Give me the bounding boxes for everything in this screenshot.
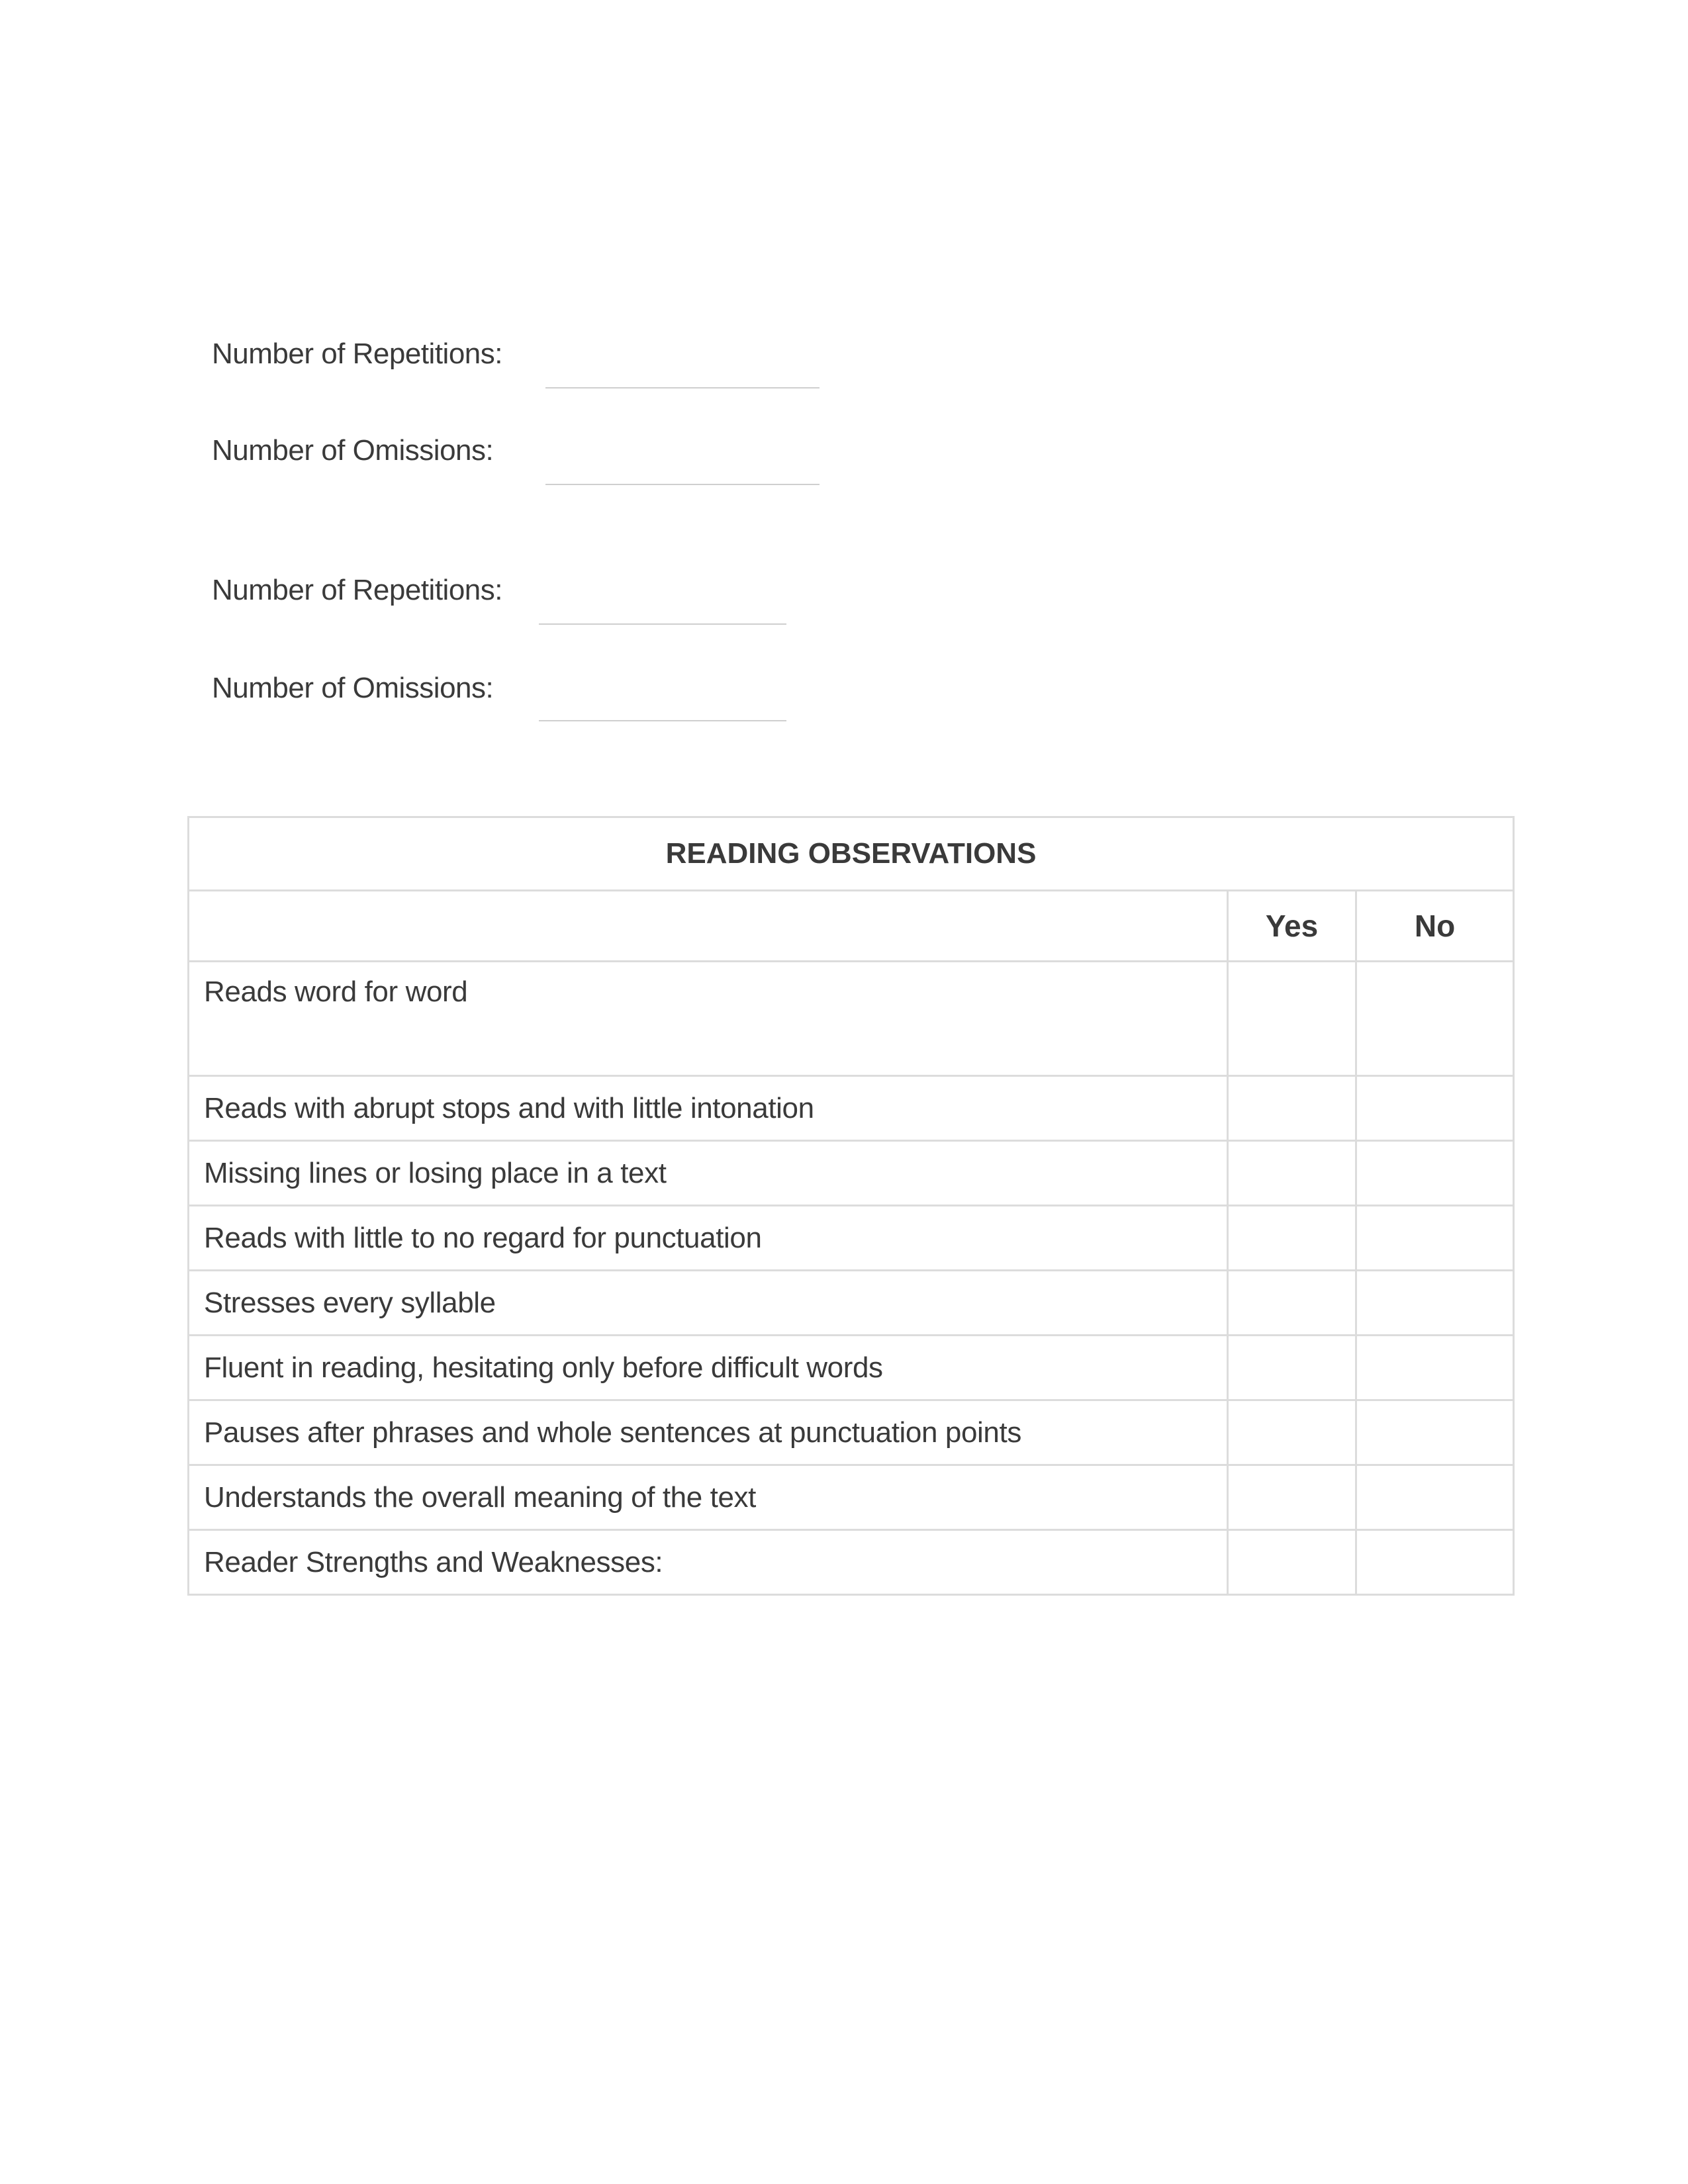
no-checkbox-cell[interactable] (1356, 1271, 1514, 1336)
omissions-label-2: Number of Omissions: (212, 672, 494, 704)
table-row (189, 1530, 1514, 1595)
no-checkbox-cell[interactable] (1356, 1530, 1514, 1595)
repetitions-input-1[interactable] (545, 387, 820, 388)
repetitions-input-2[interactable] (539, 623, 786, 625)
yes-checkbox-cell[interactable] (1228, 1271, 1356, 1336)
yes-checkbox-cell[interactable] (1228, 1076, 1356, 1141)
no-checkbox-cell[interactable] (1356, 1400, 1514, 1465)
yes-checkbox-cell[interactable] (1228, 962, 1356, 1076)
yes-checkbox-cell[interactable] (1228, 1206, 1356, 1271)
no-checkbox-cell[interactable] (1356, 1206, 1514, 1271)
table-row (189, 1336, 1514, 1400)
yes-column-header: Yes (1228, 891, 1356, 962)
repetitions-label-1: Number of Repetitions: (212, 338, 502, 370)
table-row (189, 1400, 1514, 1465)
item-column-header (189, 891, 1228, 962)
observation-label: Reads with abrupt stops and with little intonation (189, 1076, 1228, 1141)
no-column-header: No (1356, 891, 1514, 962)
omissions-label-1: Number of Omissions: (212, 434, 494, 467)
observation-label: Understands the overall meaning of the text (189, 1465, 1228, 1530)
observation-label: Reader Strengths and Weaknesses: (189, 1530, 1228, 1595)
observation-label: Reads word for word (189, 962, 1228, 1076)
no-checkbox-cell[interactable] (1356, 1465, 1514, 1530)
observation-label: Pauses after phrases and whole sentences at punctuation points (189, 1400, 1228, 1465)
omissions-input-1[interactable] (545, 484, 820, 485)
yes-checkbox-cell[interactable] (1228, 1465, 1356, 1530)
no-checkbox-cell[interactable] (1356, 1141, 1514, 1206)
table-row (189, 1076, 1514, 1141)
table-row (189, 962, 1514, 1076)
observation-label: Stresses every syllable (189, 1271, 1228, 1336)
yes-checkbox-cell[interactable] (1228, 1141, 1356, 1206)
table-row (189, 1206, 1514, 1271)
observation-label: Missing lines or losing place in a text (189, 1141, 1228, 1206)
yes-checkbox-cell[interactable] (1228, 1336, 1356, 1400)
yes-checkbox-cell[interactable] (1228, 1530, 1356, 1595)
observation-label: Fluent in reading, hesitating only before difficult words (189, 1336, 1228, 1400)
table-row (189, 1141, 1514, 1206)
omissions-input-2[interactable] (539, 720, 786, 721)
observation-label: Reads with little to no regard for punctuation (189, 1206, 1228, 1271)
table-title: READING OBSERVATIONS (189, 817, 1514, 891)
reading-observations-table (187, 816, 1515, 1596)
table-row (189, 1271, 1514, 1336)
table-row (189, 1465, 1514, 1530)
no-checkbox-cell[interactable] (1356, 962, 1514, 1076)
repetitions-label-2: Number of Repetitions: (212, 574, 502, 606)
yes-checkbox-cell[interactable] (1228, 1400, 1356, 1465)
no-checkbox-cell[interactable] (1356, 1336, 1514, 1400)
no-checkbox-cell[interactable] (1356, 1076, 1514, 1141)
